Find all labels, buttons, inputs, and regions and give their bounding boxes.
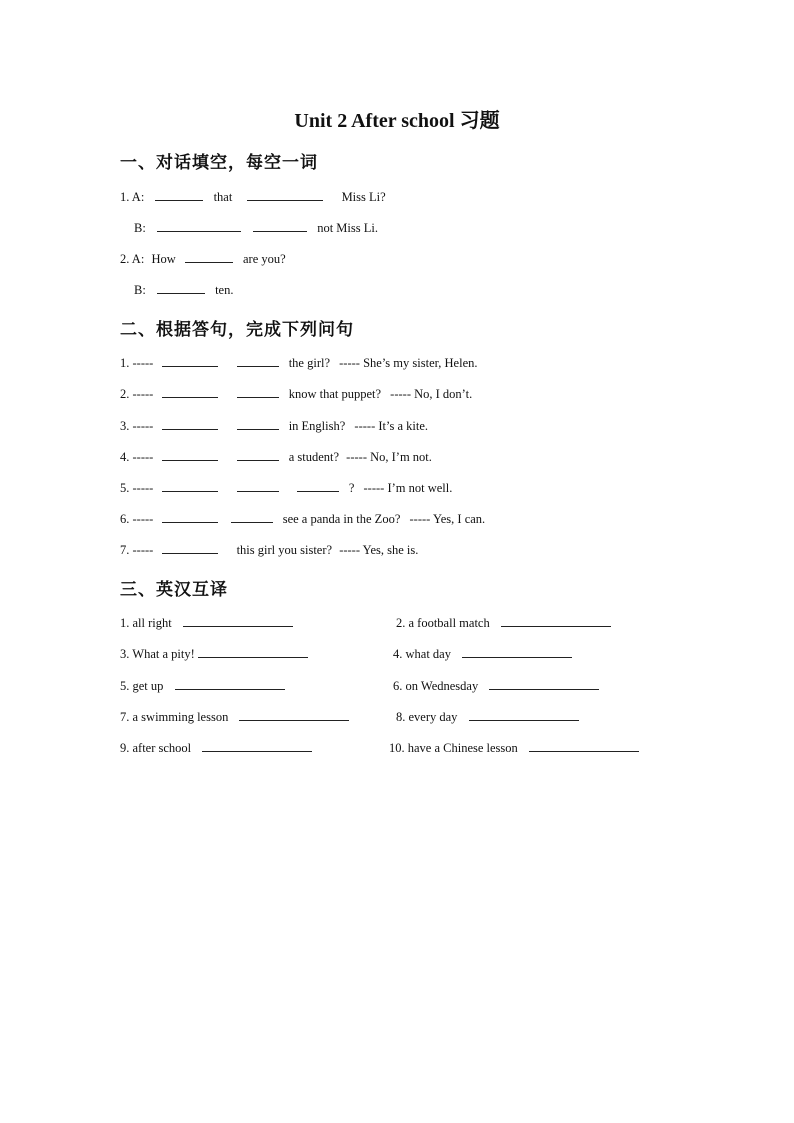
answer-blank[interactable] [469,708,579,721]
s3-item-text: 5. get up [120,679,164,693]
section2-heading: 二、根据答句，完成下列问句 [120,320,354,340]
section3-heading: 三、英汉互译 [120,580,228,600]
s3-item-text: 2. a football match [396,616,490,630]
s1-line-1-num: 1. A: [120,190,145,204]
s2-line-2 [120,385,472,402]
s3-item-10 [389,739,642,756]
blank[interactable] [247,188,323,201]
s2-line-answer: ----- Yes, I can. [409,512,486,526]
s2-line-num: 3. ----- [120,419,154,433]
blank[interactable] [231,510,273,523]
s2-line-1 [120,354,478,371]
answer-blank[interactable] [183,614,293,627]
s2-line-6 [120,510,485,527]
blank[interactable] [162,417,218,430]
s1-line-4-text1: ten. [215,283,234,297]
blank[interactable] [162,385,218,398]
s1-line-4 [134,281,233,298]
s2-line-num: 6. ----- [120,512,154,526]
s3-item-8 [396,708,582,725]
s1-line-1 [120,188,386,205]
s3-item-text: 4. what day [393,647,451,661]
s2-line-answer: ----- No, I’m not. [346,450,432,464]
s3-item-text: 6. on Wednesday [393,679,479,693]
s1-line-2 [134,219,378,236]
s1-line-3-text1: How [151,252,176,266]
s2-line-5 [120,479,452,496]
blank[interactable] [237,479,279,492]
blank[interactable] [237,448,279,461]
blank[interactable] [237,385,279,398]
s3-item-1 [120,614,296,631]
s3-item-4 [393,645,575,662]
s2-line-7 [120,541,418,558]
blank[interactable] [237,417,279,430]
blank[interactable] [162,354,218,367]
s3-item-text: 10. have a Chinese lesson [389,741,518,755]
s3-item-text: 7. a swimming lesson [120,710,229,724]
s3-item-9 [120,739,315,756]
s1-line-2-text1: not Miss Li. [317,221,378,235]
answer-blank[interactable] [175,677,285,690]
s2-line-answer: ----- No, I don’t. [390,387,473,401]
s2-line-question: a student? [288,450,340,464]
answer-blank[interactable] [462,645,572,658]
blank[interactable] [253,219,307,232]
s2-line-question: in English? [288,419,346,433]
blank[interactable] [157,281,205,294]
s3-item-5 [120,677,288,694]
worksheet-title: Unit 2 After school 习题 [294,110,500,132]
s2-line-answer: ----- It’s a kite. [354,419,428,433]
s1-line-3-text2: are you? [243,252,286,266]
s2-line-num: 1. ----- [120,356,154,370]
s1-line-3-num: 2. A: [120,252,145,266]
s2-line-question: ? [348,481,355,495]
s1-line-4-num: B: [134,283,146,297]
s3-item-text: 3. What a pity! [120,647,195,661]
s2-line-answer: ----- She’s my sister, Helen. [339,356,478,370]
s2-line-num: 2. ----- [120,387,154,401]
s3-item-text: 1. all right [120,616,172,630]
s2-line-3 [120,417,428,434]
s1-line-3 [120,250,286,267]
section1-heading: 一、对话填空，每空一词 [120,153,318,173]
answer-blank[interactable] [501,614,611,627]
s3-item-text: 8. every day [396,710,458,724]
blank[interactable] [162,479,218,492]
blank[interactable] [297,479,339,492]
blank[interactable] [185,250,233,263]
s1-line-1-text1: that [213,190,233,204]
answer-blank[interactable] [198,645,308,658]
blank[interactable] [162,448,218,461]
blank[interactable] [162,510,218,523]
s2-line-question: know that puppet? [288,387,382,401]
s2-line-answer: ----- I’m not well. [363,481,453,495]
s2-line-question: the girl? [288,356,331,370]
s3-item-3 [120,645,311,662]
s2-line-num: 4. ----- [120,450,154,464]
blank[interactable] [237,354,279,367]
answer-blank[interactable] [529,739,639,752]
s2-line-4 [120,448,432,465]
s1-line-1-text2: Miss Li? [341,190,386,204]
s1-line-2-num: B: [134,221,146,235]
s3-item-6 [393,677,602,694]
s3-item-7 [120,708,352,725]
s2-line-answer: ----- Yes, she is. [339,543,419,557]
s3-item-text: 9. after school [120,741,192,755]
answer-blank[interactable] [489,677,599,690]
s2-line-question: see a panda in the Zoo? [282,512,401,526]
blank[interactable] [157,219,241,232]
blank[interactable] [162,541,218,554]
answer-blank[interactable] [202,739,312,752]
s3-item-2 [396,614,614,631]
s2-line-num: 7. ----- [120,543,154,557]
answer-blank[interactable] [239,708,349,721]
blank[interactable] [155,188,203,201]
s2-line-num: 5. ----- [120,481,154,495]
s2-line-question: this girl you sister? [236,543,333,557]
